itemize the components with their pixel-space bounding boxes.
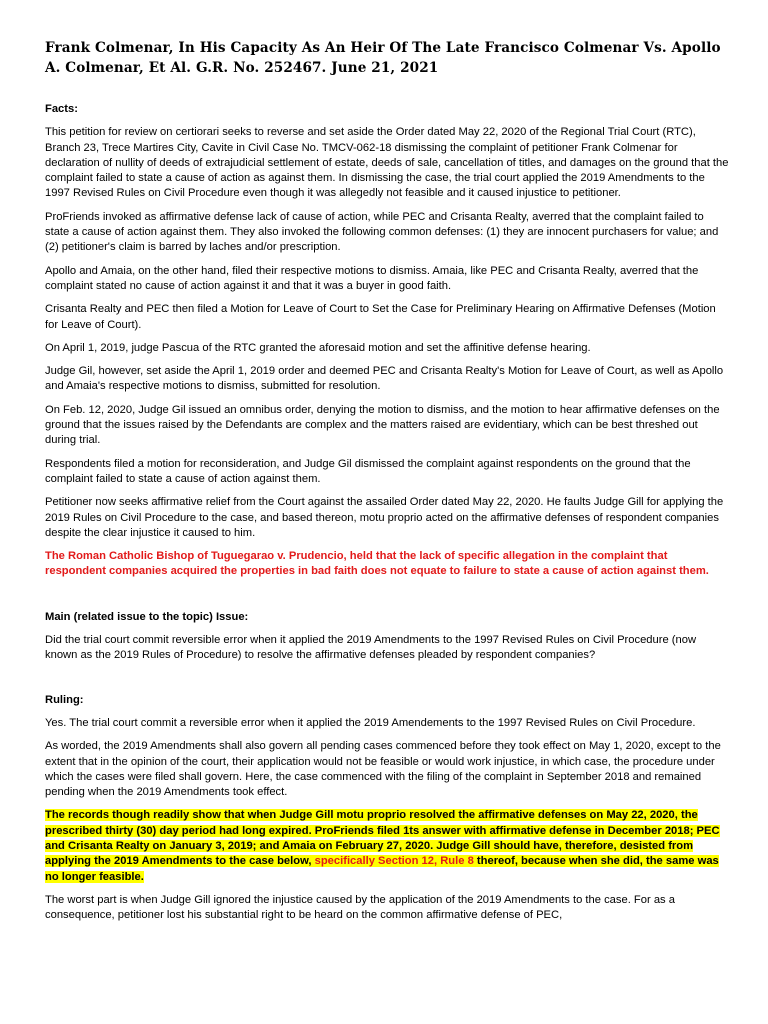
- ruling-paragraph: Yes. The trial court commit a reversible error when it applied the 2019 Amendements to the 1997 Revised Rules on Civil Procedure.: [45, 716, 696, 729]
- highlighted-text: thereof, because when she did, the same was no longer feasible.: [45, 855, 719, 883]
- facts-paragraph: On Feb. 12, 2020, Judge Gil issued an omnibus order, denying the motion to dismiss, and the motion to hear affirmative defenses on the ground that the issues raised by the Defendants are complex and the matters raised are evidentiary, which can be best threshed out during trial.: [45, 403, 720, 447]
- facts-paragraph: Apollo and Amaia, on the other hand, filed their respective motions to dismiss. Amaia, like PEC and Crisanta Realty, averred that the complaint stated no cause of action against it and that it was a buyer in good faith.: [45, 264, 699, 292]
- facts-paragraph: Crisanta Realty and PEC then filed a Motion for Leave of Court to Set the Case for Preliminary Hearing on Affirmative Defenses (Motion for Leave of Court).: [45, 303, 716, 331]
- ruling-heading: Ruling:: [45, 693, 84, 706]
- facts-paragraph: Judge Gil, however, set aside the April 1, 2019 order and deemed PEC and Crisanta Realty's Motion for Leave of Court, as well as Apollo and Amaia's respective motions to dismiss, submitted for resolution.: [45, 365, 724, 393]
- ruling-paragraph: The worst part is when Judge Gill ignored the injustice caused by the application of the 2019 Amendments to the case. For as a consequence, petitioner lost his substantial right to be heard on the common affirmative defense of PEC,: [45, 893, 675, 922]
- facts-paragraph: Respondents filed a motion for reconsideration, and Judge Gil dismissed the complaint against respondents on the ground that the complaint failed to state a cause of action against them.: [45, 457, 691, 485]
- ruling-paragraph: As worded, the 2019 Amendments shall also govern all pending cases commenced before they took effect on May 1, 2020, except to the extent that in the opinion of the court, their application would not be feasible or would work injustice, in which case, the procedure under which the cases were filed shall govern. Here, the case commenced with the filing of the complaint in September 2018 and remained pending when the 2019 Amendments took effect.: [45, 740, 721, 799]
- highlighted-ruling-paragraph: [45, 808, 729, 884]
- case-title: Frank Colmenar, In His Capacity As An Heir Of The Late Francisco Colmenar Vs. Apollo A. Colmenar, Et Al. G.R. No. 252467. June 21, 2021: [45, 40, 721, 76]
- facts-paragraph: This petition for review on certiorari seeks to reverse and set aside the Order dated May 22, 2020 of the Regional Trial Court (RTC), Branch 23, Trece Martires City, Cavite in Civil Case No. TMCV-062-18 dismissing the complaint of petitioner Frank Colmenar for declaration of nullity of deeds of extrajudicial settlement of estate, deeds of sale, cancellation of titles, and damages on the ground that the complaint failed to state a cause of action as against them. In dismissing the case, the trial court applied the 2019 Amendments to the 1997 Revised Rules on Civil Procedure even though it was allegedly not feasible and it caused injustice to petitioner.: [45, 126, 729, 200]
- issue-paragraph: Did the trial court commit reversible error when it applied the 2019 Amendments to the 1997 Revised Rules on Civil Procedure (now known as the 2019 Rules of Procedure) to resolve the affirmative defenses pleaded by respondent companies?: [45, 634, 697, 662]
- facts-heading: Facts:: [45, 103, 78, 115]
- facts-paragraph: Petitioner now seeks affirmative relief from the Court against the assailed Order dated May 22, 2020. He faults Judge Gill for applying the 2019 Rules on Civil Procedure to the case, and based thereon, motu proprio acted on the affirmative defenses of respondent companies despite the clear injustice it caused to him.: [45, 496, 724, 539]
- highlighted-text: The records though readily show that when Judge Gill motu proprio resolved the affirmative defenses on May 22, 2020, the prescribed thirty (30) day period had long expired. ProFriends filed 1ts answer with affirmative defense in December 2018; PEC and Crisanta Realty on January 3, 2019; and Amaia on February 27, 2020. Judge Gill should have, therefore, desisted from applying the 2019 Amendments to the case below,: [45, 809, 720, 868]
- facts-paragraph: On April 1, 2019, judge Pascua of the RTC granted the aforesaid motion and set the affinitive defense hearing.: [45, 341, 591, 354]
- issue-heading: Main (related issue to the topic) Issue:: [45, 610, 249, 623]
- highlighted-red-citation: specifically Section 12, Rule 8: [314, 855, 474, 868]
- facts-paragraph: ProFriends invoked as affirmative defense lack of cause of action, while PEC and Crisanta Realty, averred that the complaint failed to state a cause of action against them. They also invoked the following common defenses: (1) they are innocent purchasers for value; and (2) petitioner's claim is barred by laches and/or prescription.: [45, 210, 719, 254]
- document-body: [45, 102, 729, 931]
- red-case-note: The Roman Catholic Bishop of Tuguegarao v. Prudencio, held that the lack of specific allegation in the complaint that respondent companies acquired the properties in bad faith does not equate to failure to state a cause of action against them.: [45, 550, 709, 578]
